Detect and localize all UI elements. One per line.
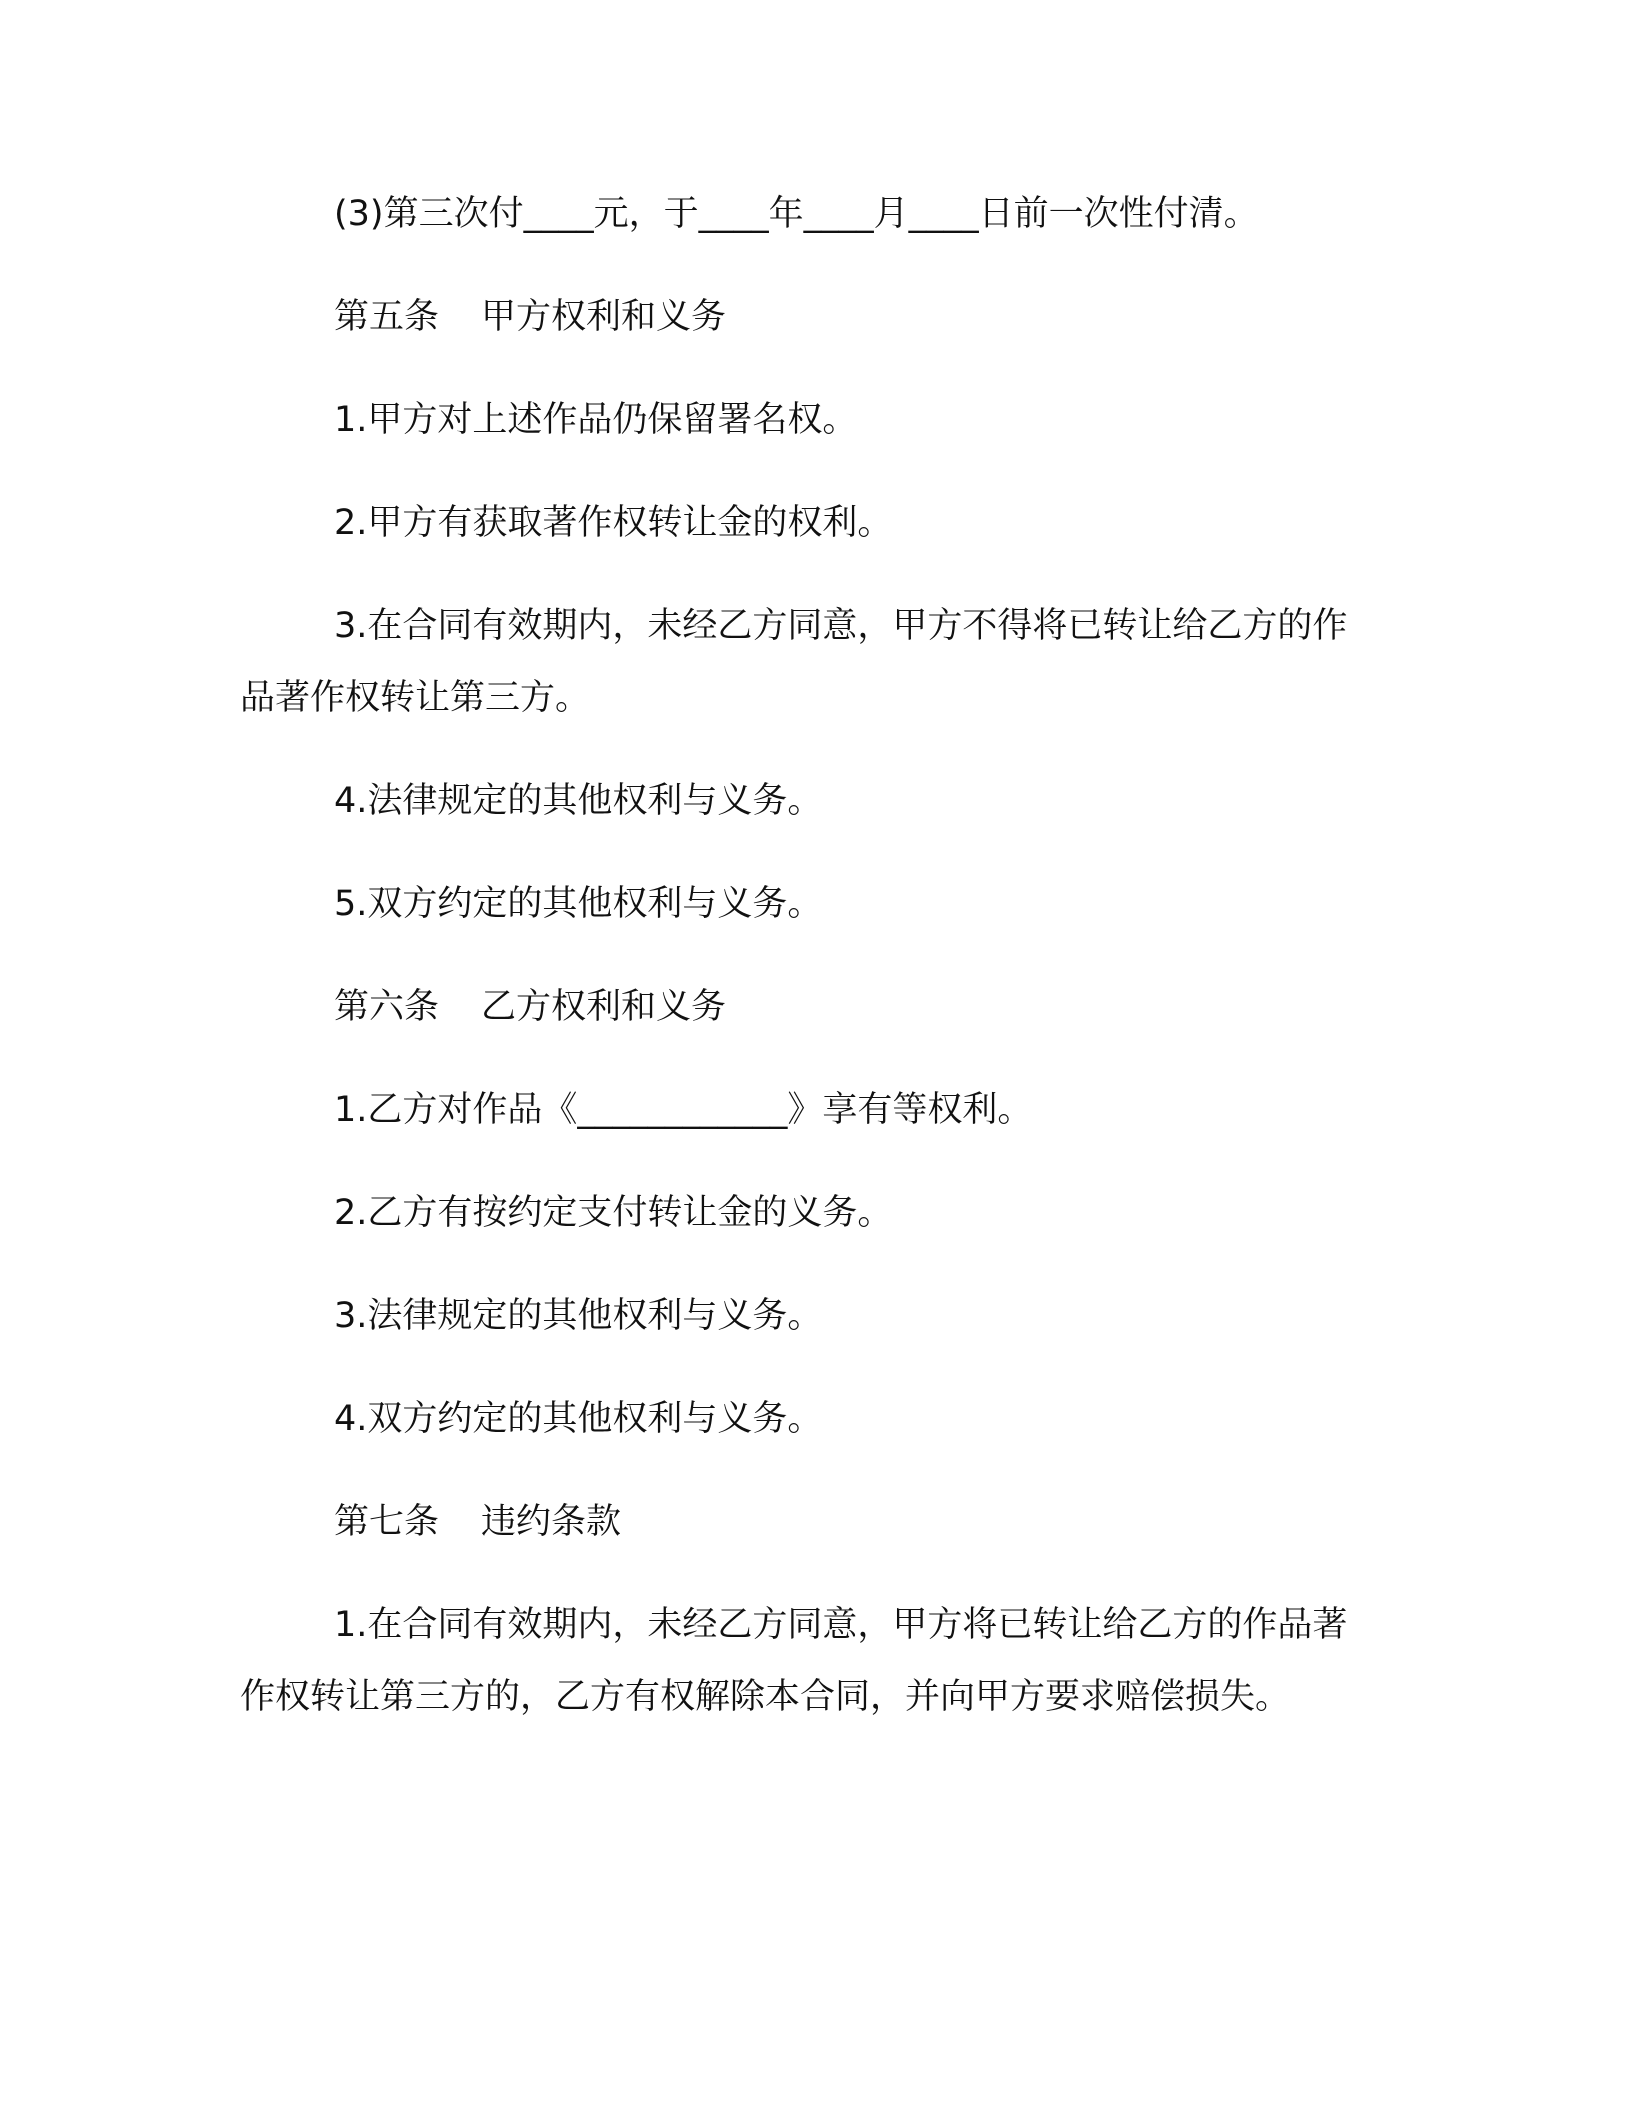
article-5-item-2: 2.甲方有获取著作权转让金的权利。 bbox=[334, 503, 893, 543]
article-number: 第五条 bbox=[334, 297, 440, 337]
article-title: 乙方权利和义务 bbox=[481, 987, 727, 1027]
article-6-item-1: 1.乙方对作品《____________》享有等权利。 bbox=[334, 1090, 1033, 1130]
article-7-item-1: 1.在合同有效期内，未经乙方同意，甲方将已转让给乙方的作品著作权转让第三方的，乙方有权解除本合同，并向甲方要求赔偿损失。 bbox=[240, 1605, 1348, 1717]
article-5-item-1: 1.甲方对上述作品仍保留署名权。 bbox=[334, 400, 858, 440]
article-5-item-3: 3.在合同有效期内，未经乙方同意，甲方不得将已转让给乙方的作品著作权转让第三方。 bbox=[240, 606, 1348, 718]
document-body bbox=[240, 178, 1380, 1733]
article-title: 违约条款 bbox=[481, 1502, 622, 1542]
article-5-item-4: 4.法律规定的其他权利与义务。 bbox=[334, 781, 823, 821]
article-5-item-5: 5.双方约定的其他权利与义务。 bbox=[334, 884, 823, 924]
article-number: 第六条 bbox=[334, 987, 440, 1027]
article-6-item-2: 2.乙方有按约定支付转让金的义务。 bbox=[334, 1193, 893, 1233]
article-6-heading bbox=[240, 971, 1380, 1043]
payment-clause-3: (3)第三次付____元，于____年____月____日前一次性付清。 bbox=[334, 194, 1259, 234]
article-title: 甲方权利和义务 bbox=[481, 297, 727, 337]
article-7-heading bbox=[240, 1486, 1380, 1558]
article-6-item-3: 3.法律规定的其他权利与义务。 bbox=[334, 1296, 823, 1336]
article-6-item-4: 4.双方约定的其他权利与义务。 bbox=[334, 1399, 823, 1439]
article-5-heading bbox=[240, 281, 1380, 353]
article-number: 第七条 bbox=[334, 1502, 440, 1542]
